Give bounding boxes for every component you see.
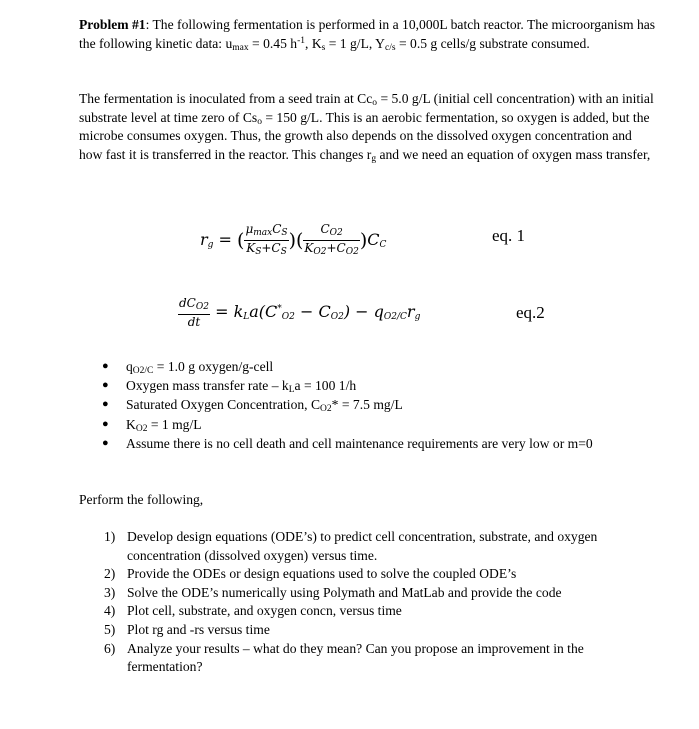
eq2-derivative: $\frac{\text{dCO2}}{dt}$ [179,296,209,329]
equation-2: $\frac{\text{dCO2}}{dt}$ = kLa(C*O2 − CO2) − qO2/Crg [179,296,421,329]
list-item: ● Saturated Oxygen Concentration, $C_{O2}* = 7.5$ mg/L [102,397,403,415]
eq1-fraction-oxygen: $\frac{CO2}{KO2+CO2}$ [304,222,359,257]
list-item: 6) Analyze your results – what do they mean? Can you propose an improvement in the fermentation? [104,640,584,675]
list-item: ● Oxygen mass transfer rate – $k_La = 100$ 1/h [102,378,357,396]
list-item: 2) Provide the ODEs or design equations used to solve the coupled ODE’s [104,566,517,582]
description-paragraph: The fermentation is inoculated from a seed train at $Cc_o = 5.0$ g/L (initial cell concentration) with an initial substrate level at time zero of $Cs_o = 150$ g/L. This is an aerobic fermentation, so oxygen is added, but the microbe consumes oxygen. Thus, the growth also depends on the dissolved oxygen concentration and how fast it is transferred in the reactor. This changes $r_g$ and we need an equation of oxygen mass transfer, [79,91,654,164]
problem-statement: Problem #1: The following fermentation is performed in a 10,000L batch reactor. The microorganism has the following kinetic data: $u_{max} = 0.45$ $h^{-1}$, $K_s = 1$ g/L, $Y_{c/s} = 0.5$ g cells/g substrate consumed. [79,17,656,53]
equation-1-label: eq. 1 [492,226,526,245]
list-item: 1) Develop design equations (ODE’s) to predict cell concentration, substrate, and oxygen concentration (dissolved oxygen) versus time. [104,529,598,563]
list-item: ● Assume there is no cell death and cell maintenance requirements are very low or m=0 [102,435,593,451]
list-item: 3) Solve the ODE’s numerically using Polymath and MatLab and provide the code [104,584,562,600]
problem-heading: Problem #1 [79,17,146,32]
equation-2-label: eq.2 [516,303,545,322]
eq1-fraction-substrate: $\frac{\text{μmaxCS}}{KS+CS}$ [245,222,288,257]
list-item: ● $q_{O2/C} = 1.0$ g oxygen/g-cell [102,359,274,376]
list-item: ● $K_{O2} = 1$ mg/L [102,416,202,434]
list-item: 5) Plot rg and -rs versus time [104,621,270,637]
parameter-list [102,357,662,453]
equation-1: rg = ( $\frac{\text{μmaxCS}}{KS+CS}$ )( $\frac{CO2}{KO2+CO2}$ )CC [200,222,387,257]
list-item: 4) Plot cell, substrate, and oxygen concn, versus time [104,603,402,619]
instructions-heading: Perform the following, [79,492,204,507]
task-list [104,528,649,677]
